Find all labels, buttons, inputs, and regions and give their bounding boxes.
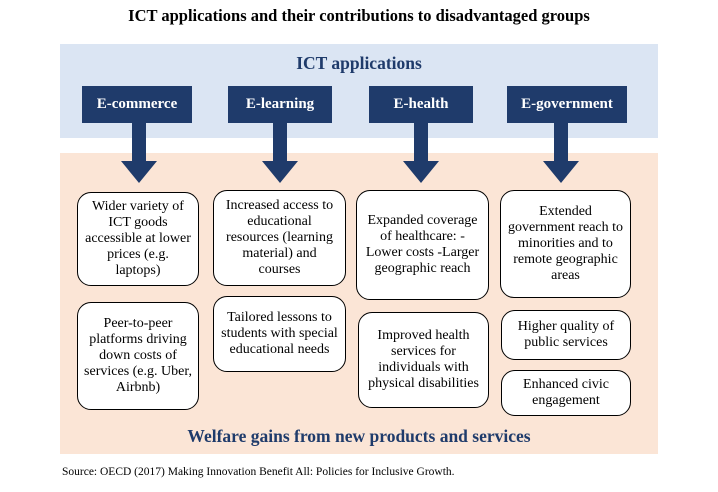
app-box-e-health: E-health — [369, 86, 473, 123]
benefit-box-e-health-1: Expanded coverage of healthcare: -Lower costs -Larger geographic reach — [356, 190, 489, 300]
benefit-box-e-commerce-1: Wider variety of ICT goods accessible at lower prices (e.g. laptops) — [77, 192, 199, 286]
benefit-box-e-learning-2: Tailored lessons to students with special educational needs — [213, 296, 346, 372]
benefit-box-e-commerce-2: Peer-to-peer platforms driving down costs of services (e.g. Uber, Airbnb) — [77, 302, 199, 410]
benefit-box-e-health-2: Improved health services for individuals with physical disabilities — [358, 312, 489, 408]
diagram-title: ICT applications and their contributions to disadvantaged groups — [128, 6, 590, 25]
benefit-box-e-learning-1: Increased access to educational resources (learning material) and courses — [213, 190, 346, 286]
welfare-gains-heading: Welfare gains from new products and services — [187, 426, 531, 446]
arrow-down-icon — [541, 123, 581, 185]
arrow-down-icon — [401, 123, 441, 185]
app-box-e-government: E-government — [507, 86, 627, 123]
app-box-e-learning: E-learning — [228, 86, 332, 123]
arrow-down-icon — [119, 123, 159, 185]
source-note: Source: OECD (2017) Making Innovation Benefit All: Policies for Inclusive Growth. — [62, 466, 455, 478]
benefit-box-e-government-1: Extended government reach to minorities and to remote geographic areas — [500, 190, 631, 298]
app-box-e-commerce: E-commerce — [82, 86, 192, 123]
benefit-box-e-government-2: Higher quality of public services — [501, 310, 631, 360]
ict-applications-heading: ICT applications — [296, 53, 422, 73]
benefit-box-e-government-3: Enhanced civic engagement — [501, 370, 631, 416]
arrow-down-icon — [260, 123, 300, 185]
